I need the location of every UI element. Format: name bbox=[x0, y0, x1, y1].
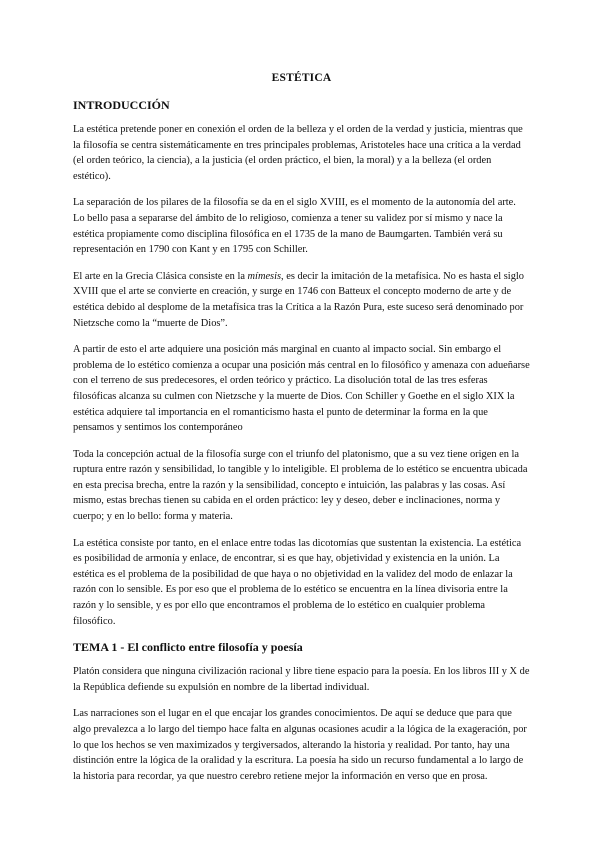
paragraph: A partir de esto el arte adquiere una posición más marginal en cuanto al impacto social. Sin embargo el problema de lo estético comienza a ocupar una posición más central en lo filosófico y amenaza con adueñarse con el terreno de sus predecesores, el orden teórico y práctico. La disolución total de las tres esferas filosóficas alcanza su culmen con Nietzsche y la muerte de Dios. Con Schiller y Goethe en el siglo XIX la estética adquiere tal importancia en el romanticismo hasta el punto de determinar la forma en la que pensamos y sentimos los contemporáneo bbox=[73, 344, 530, 434]
paragraph-text: , es decir la imitación de la metafísica. No es hasta el siglo XVIII que el arte se convierte en creación, y surge en 1746 con Batteux el concepto moderno de arte y de estética debido al desplome de la metafísica tras la Crítica a la Razón Pura, este suceso será denominado por Nietzsche como la “muerte de Dios”. bbox=[73, 270, 524, 329]
paragraph: La estética pretende poner en conexión el orden de la belleza y el orden de la verdad y justicia, mientras que la filosofía se centra sistemáticamente en tres principales problemas, Aristoteles hace una crítica a la verdad (el orden teórico, la ciencia), a la justicia (el orden práctico, el bien, la moral) y a la belleza (el orden estético). bbox=[73, 124, 523, 182]
paragraph: Platón considera que ninguna civilización racional y libre tiene espacio para la poesía. En los libros III y X de la República defiende su expulsión en nombre de la libertad individual. bbox=[73, 666, 530, 693]
section-heading-tema-1: TEMA 1 - El conflicto entre filosofía y poesía bbox=[73, 640, 303, 655]
emphasis-mimesis: mímesis bbox=[247, 270, 282, 282]
document-title: ESTÉTICA bbox=[271, 72, 332, 84]
paragraph: La estética consiste por tanto, en el enlace entre todas las dicotomías que sustentan la existencia. La estética es posibilidad de armonía y enlace, de encontrar, si es que hay, objetividad y existencia en la unión. La estética es el problema de la posibilidad de que haya o no objetividad en la validez del modo de enlazar la razón con lo sensible. Es por eso que el problema de lo estético se encuentra en la línea divisoria entre la razón y lo sensible, y es por ello que encontramos el problema de lo estético en cualquier problema filosófico. bbox=[73, 537, 522, 627]
paragraph: Las narraciones son el lugar en el que encajar los grandes conocimientos. De aquí se deduce que para que algo prevalezca a lo largo del tiempo hace falta en algunas ocasiones acudir a la lógica de la exageración, por lo que los hechos se ven maximizados y tergiversados, alterando la historia y realidad. Por tanto, hay una distinción entre la lógica de la oralidad y la escritura. La poesía ha sido un recurso fundamental a lo largo de la historia para recordar, ya que nuestro cerebro retiene mejor la información en verso que en prosa. bbox=[73, 708, 527, 782]
paragraph-mimesis bbox=[73, 269, 530, 331]
section-heading-introduccion: INTRODUCCIÓN bbox=[73, 98, 170, 112]
paragraph-text: El arte en la Grecia Clásica consiste en la bbox=[73, 270, 248, 282]
paragraph: Toda la concepción actual de la filosofía surge con el triunfo del platonismo, que a su vez tiene origen en la ruptura entre razón y sensibilidad, lo tangible y lo inteligible. El problema de lo estético se encuentra ubicada en esta precisa brecha, entre la razón y la sensibilidad, concepto e intuición, las palabras y las cosas. Así mismo, estas brechas tienen su cabida en el orden práctico: ley y deseo, deber e inclinaciones, norma y cuerpo; y en lo bello: forma y materia. bbox=[73, 448, 528, 523]
paragraph: La separación de los pilares de la filosofía se da en el siglo XVIII, es el momento de la autonomía del arte. Lo bello pasa a separarse del ámbito de lo religioso, comienza a tener su validez por sí mismo y nace la estética propiamente como disciplina filosófica en el 1735 de la mano de Baumgarten. También verá su representación en 1790 con Kant y en 1795 con Schiller. bbox=[73, 197, 516, 256]
